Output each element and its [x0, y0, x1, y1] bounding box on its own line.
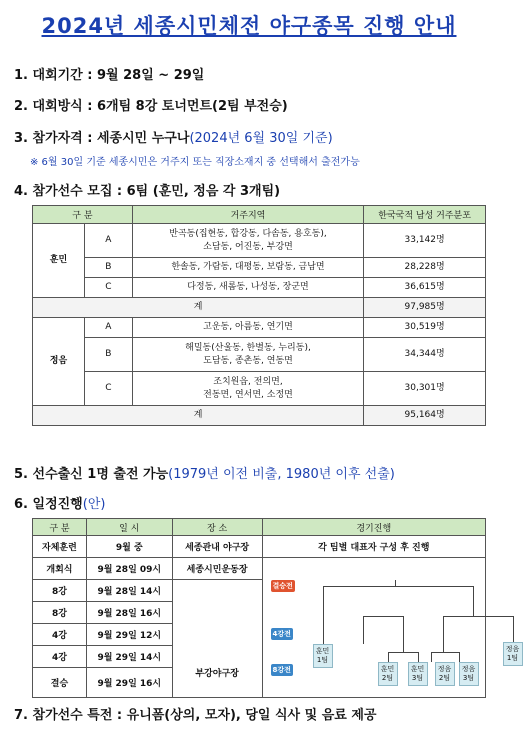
section-eligibility — [14, 127, 333, 146]
team-region-table — [32, 205, 486, 426]
team-hunmin-2: 훈민 2팀 — [378, 662, 398, 686]
schedule-label: 개회식 — [33, 558, 87, 580]
team-letter: B — [84, 258, 132, 278]
tournament-bracket — [262, 558, 520, 698]
team-jeongeum-2: 정음 2팀 — [435, 662, 455, 686]
schedule-place: 부강야구장 — [172, 580, 262, 698]
schedule-table — [32, 518, 520, 698]
team-hunmin-3: 훈민 3팀 — [408, 662, 428, 686]
group-total-label: 계 — [33, 406, 364, 426]
schedule-label: 8강 — [33, 580, 87, 602]
schedule-draft: (안) — [82, 497, 106, 512]
team-population: 36,615명 — [364, 278, 486, 298]
quarter-label: 8강전 — [272, 666, 291, 674]
schedule-label: 6. 일정진행 — [14, 497, 83, 512]
team-population: 33,142명 — [364, 224, 486, 258]
header-division: 구 분 — [33, 519, 87, 536]
schedule-label: 8강 — [33, 602, 87, 624]
team-jeongeum-1: 정음 1팀 — [503, 642, 523, 666]
team-hunmin-1: 훈민 1팀 — [313, 644, 333, 668]
group-total-label: 계 — [33, 298, 364, 318]
final-label: 결승전 — [272, 582, 293, 590]
team-areas: 고운동, 아름동, 연기면 — [132, 318, 363, 338]
schedule-label: 4강 — [33, 646, 87, 668]
group-name: 정음 — [33, 318, 85, 406]
team-population: 30,301명 — [364, 372, 486, 406]
group-total: 97,985명 — [364, 298, 486, 318]
team-letter: A — [84, 224, 132, 258]
team-population: 30,519명 — [364, 318, 486, 338]
section-schedule — [14, 493, 105, 512]
semi-label: 4강전 — [272, 630, 291, 638]
team-letter: C — [84, 278, 132, 298]
schedule-progress: 각 팀별 대표자 구성 후 진행 — [262, 536, 486, 558]
page-title: 2024년 세종시민체전 야구종목 진행 안내 — [41, 14, 457, 38]
team-population: 34,344명 — [364, 338, 486, 372]
team-jeongeum-3: 정음 3팀 — [459, 662, 479, 686]
schedule-label: 자체훈련 — [33, 536, 87, 558]
header-area: 거주지역 — [132, 206, 363, 224]
schedule-place: 세종관내 야구장 — [172, 536, 262, 558]
team-letter: C — [84, 372, 132, 406]
header-division: 구 분 — [33, 206, 133, 224]
schedule-time: 9월 29일 12시 — [86, 624, 172, 646]
eligibility-note: ※ 6월 30일 기준 세종시민은 거주지 또는 직장소재지 중 선택해서 출전가능 — [30, 157, 360, 168]
team-areas: 해밀동(산울동, 한별동, 누리동), 도담동, 종촌동, 연동면 — [132, 338, 363, 372]
group-name: 훈민 — [33, 224, 85, 298]
team-letter: B — [84, 338, 132, 372]
group-total: 95,164명 — [364, 406, 486, 426]
eligibility-date: (2024년 6월 30일 기준) — [189, 131, 333, 146]
section-benefits: 7. 참가선수 특전 : 유니폼(상의, 모자), 당일 식사 및 음료 제공 — [14, 708, 377, 723]
schedule-label: 결승 — [33, 668, 87, 698]
header-progress: 경기진행 — [262, 519, 486, 536]
schedule-label: 4강 — [33, 624, 87, 646]
schedule-time: 9월 28일 16시 — [86, 602, 172, 624]
section-player-limit — [14, 463, 395, 482]
schedule-time: 9월 29일 14시 — [86, 646, 172, 668]
section-recruit: 4. 참가선수 모집 : 6팀 (훈민, 정음 각 3개팀) — [14, 184, 281, 199]
eligibility-label: 3. 참가자격 : 세종시민 누구나 — [14, 131, 190, 146]
team-letter: A — [84, 318, 132, 338]
schedule-time: 9월 28일 09시 — [86, 558, 172, 580]
player-limit-label: 5. 선수출신 1명 출전 가능 — [14, 467, 169, 482]
team-areas: 조치원읍, 전의면, 전동면, 연서면, 소정면 — [132, 372, 363, 406]
schedule-time: 9월 중 — [86, 536, 172, 558]
header-place: 장 소 — [172, 519, 262, 536]
schedule-time: 9월 29일 16시 — [86, 668, 172, 698]
player-limit-detail: (1979년 이전 비출, 1980년 이후 선출) — [168, 467, 395, 482]
schedule-place: 세종시민운동장 — [172, 558, 262, 580]
schedule-time: 9월 28일 14시 — [86, 580, 172, 602]
section-format: 2. 대회방식 : 6개팀 8강 토너먼트(2팀 부전승) — [14, 99, 288, 114]
team-population: 28,228명 — [364, 258, 486, 278]
header-population: 한국국적 남성 거주분포 — [364, 206, 486, 224]
team-areas: 반곡동(집현동, 합강동, 다솜동, 용호동), 소담동, 어진동, 부강면 — [132, 224, 363, 258]
team-areas: 한솔동, 가람동, 대평동, 보람동, 금남면 — [132, 258, 363, 278]
team-areas: 다정동, 새롬동, 나성동, 장군면 — [132, 278, 363, 298]
section-period: 1. 대회기간 : 9월 28일 ~ 29일 — [14, 68, 205, 83]
header-time: 일 시 — [86, 519, 172, 536]
